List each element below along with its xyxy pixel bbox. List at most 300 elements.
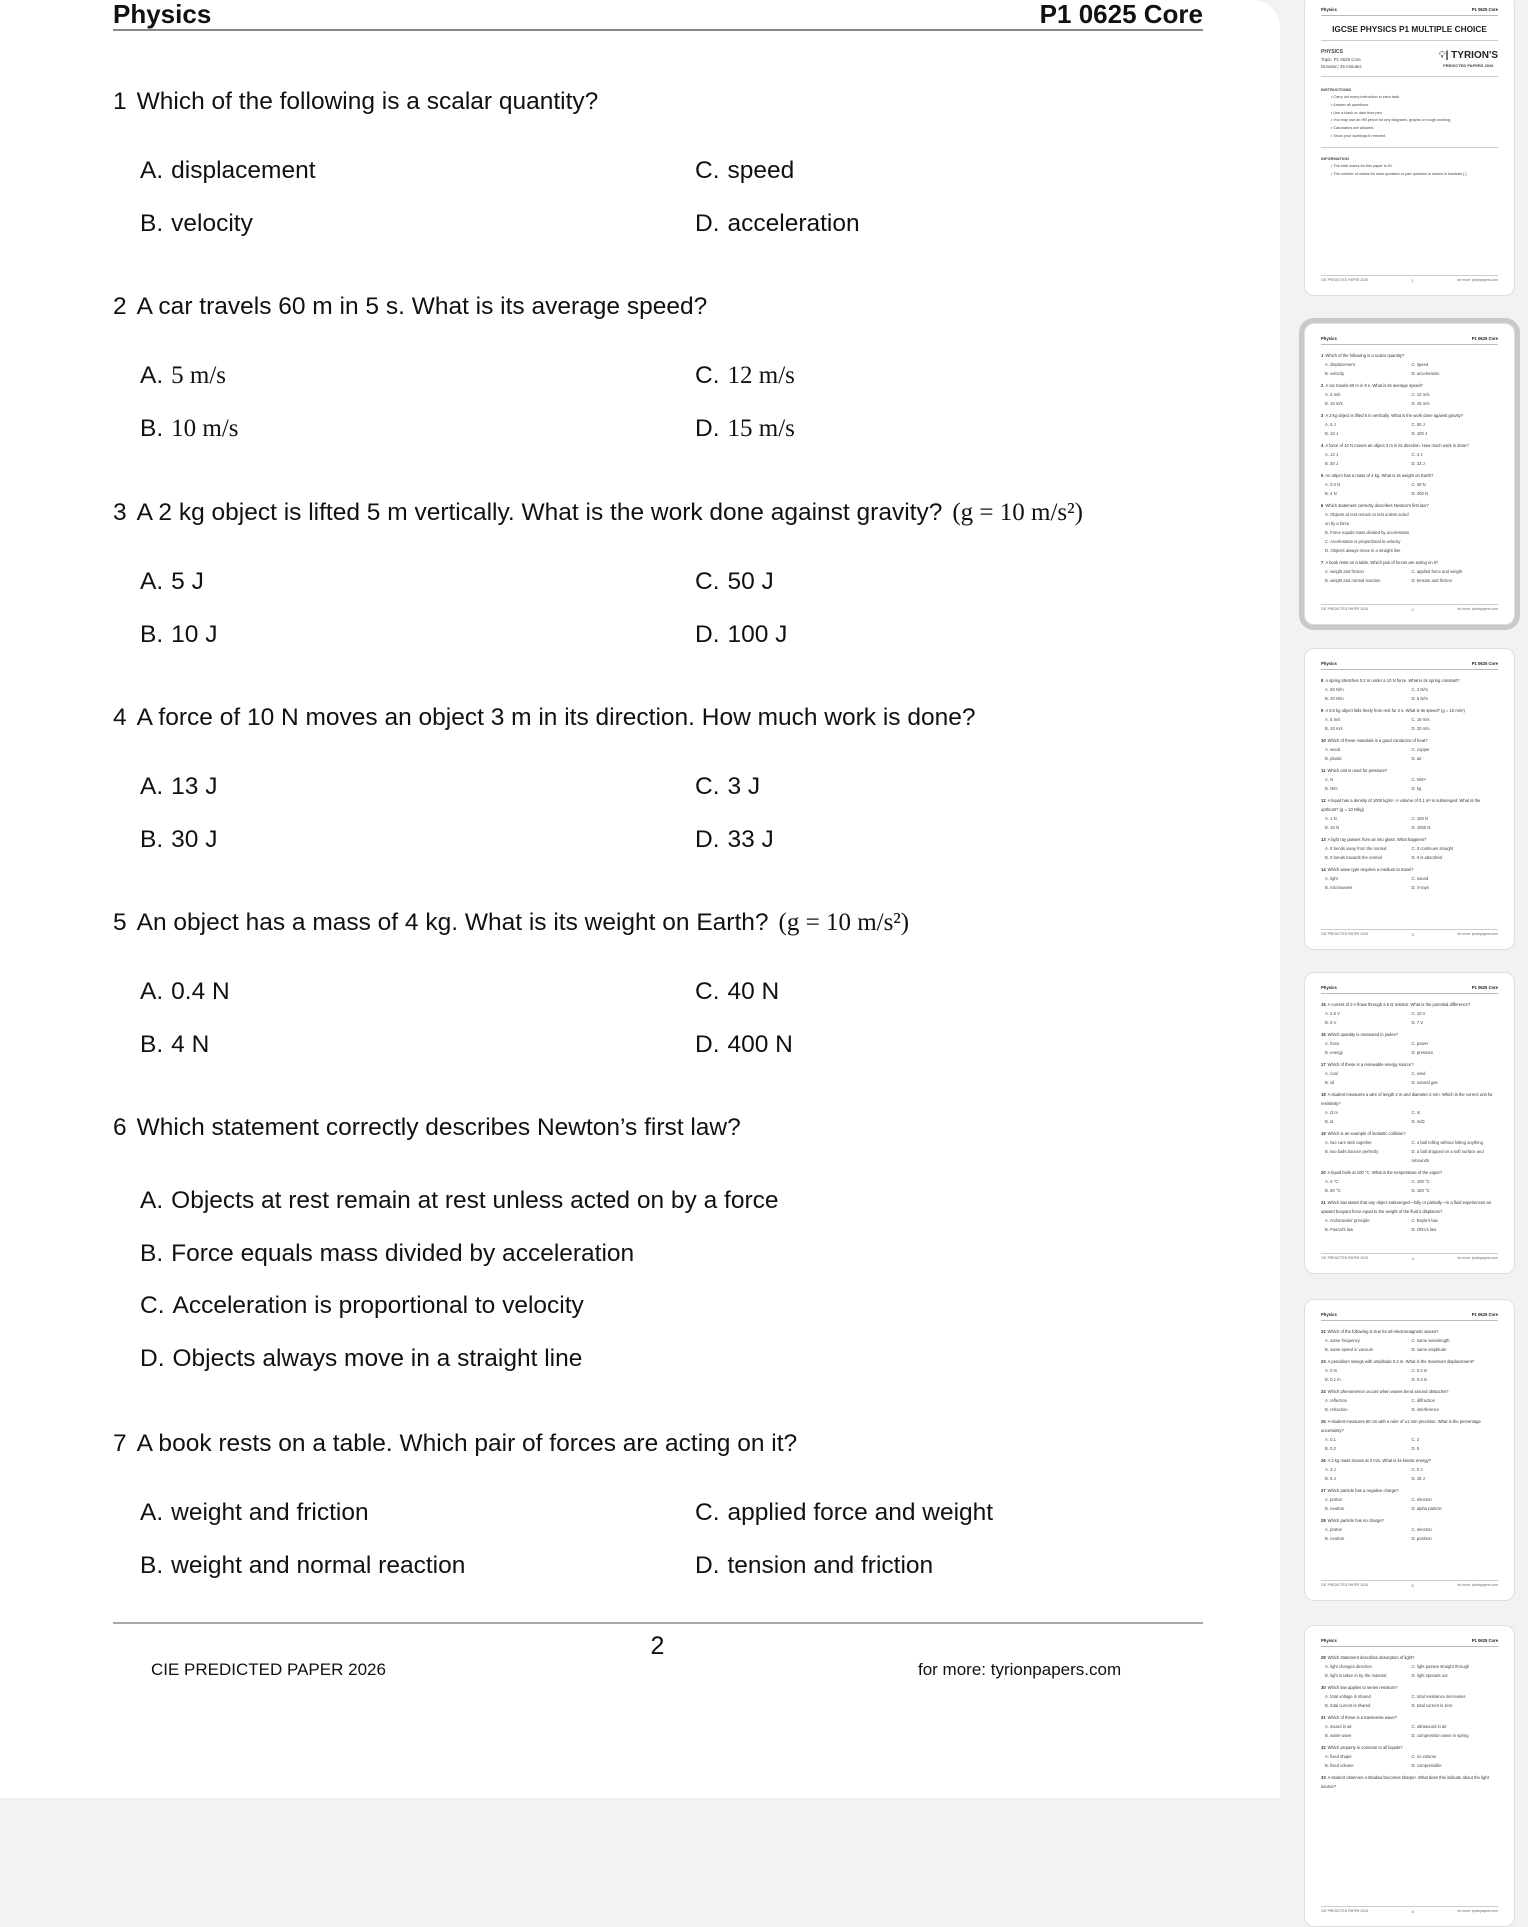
thumb-option-row <box>1321 1525 1498 1534</box>
thumb-option: C. N/m² <box>1411 777 1426 782</box>
thumb-question-text: A book rests on a table. Which pair of forces are acting on it? <box>1325 560 1439 565</box>
thumb-option: B. 6 J <box>1325 1476 1336 1481</box>
thumb-option: A. same frequency <box>1325 1338 1360 1343</box>
thumb-question-text: A 2 kg mass moves at 3 m/s. What is its kinetic energy? <box>1327 1458 1432 1463</box>
thumb-question <box>1321 1516 1498 1543</box>
thumb-question-stem <box>1321 1000 1498 1009</box>
cover-topic: Topic: P1 0625 Core <box>1321 57 1361 62</box>
thumb-option-row <box>1321 853 1498 862</box>
cover-subject: PHYSICS <box>1321 49 1343 55</box>
option-5-a[interactable] <box>140 977 230 1007</box>
thumb-question-text: A current of 2 A flows through a 5 Ω resistor. What is the potential difference? <box>1327 1002 1471 1007</box>
thumb-question-stem <box>1321 1516 1498 1525</box>
thumbnail-page-4[interactable] <box>1304 972 1515 1274</box>
option-4-a[interactable] <box>140 772 217 802</box>
thumb-question-stem <box>1321 1713 1498 1722</box>
thumb-question-number: 20 <box>1321 1170 1326 1175</box>
thumb-page-number: 2 <box>1411 607 1414 612</box>
thumb-question-number: 15 <box>1321 1002 1326 1007</box>
question-text: A force of 10 N moves an object 3 m in its direction. How much work is done? <box>136 704 976 731</box>
question-text: A book rests on a table. Which pair of forces are acting on it? <box>136 1430 798 1457</box>
option-text: displacement <box>171 157 316 184</box>
thumb-question-number: 29 <box>1321 1655 1326 1660</box>
option-6-c[interactable] <box>140 1291 584 1321</box>
thumb-header <box>1321 659 1498 670</box>
thumb-option: A. 1 N <box>1325 816 1337 821</box>
thumb-question <box>1321 1387 1498 1414</box>
thumb-question-number: 4 <box>1321 443 1324 448</box>
thumb-question-text: A force of 10 N moves an object 3 m in its direction. How much work is done? <box>1325 443 1469 448</box>
thumb-question <box>1321 1486 1498 1513</box>
thumb-question <box>1321 736 1498 763</box>
thumb-option-row <box>1321 874 1498 883</box>
thumb-option-row <box>1321 1009 1498 1018</box>
thumbnail-page-1[interactable] <box>1304 0 1515 296</box>
thumb-question <box>1321 381 1498 408</box>
thumb-option-row <box>1321 1752 1498 1761</box>
thumb-option: D. 150 °C <box>1411 1188 1430 1193</box>
thumb-question-stem <box>1321 1129 1498 1138</box>
thumb-option: D. Objects always move in a straight line <box>1325 548 1401 553</box>
thumb-option: D. acceleration <box>1411 371 1440 376</box>
thumb-option-row <box>1321 1138 1498 1147</box>
option-letter: C. <box>695 362 720 389</box>
option-letter: A. <box>140 1187 164 1214</box>
thumb-footer-left: CIE PREDICTED PAPER 2026 <box>1321 932 1368 936</box>
thumb-option-row <box>1321 369 1498 378</box>
thumb-question-number: 21 <box>1321 1200 1326 1205</box>
option-3-a[interactable] <box>140 567 204 597</box>
thumb-question-text: Which of the following is a scalar quantity? <box>1325 353 1405 358</box>
thumb-question-stem <box>1321 676 1498 685</box>
thumb-question-stem <box>1321 796 1498 814</box>
option-2-d[interactable] <box>695 414 795 444</box>
thumb-option-row <box>1321 1366 1498 1375</box>
option-letter: D. <box>695 1552 720 1579</box>
thumb-question-text: Which law states that any object submerged—fully or partially—in a fluid experiences an upward buoyant force equal to the weight of the fluid it displaces? <box>1321 1200 1492 1214</box>
thumb-question-number: 2 <box>1321 383 1324 388</box>
thumb-option: D. 20 m/s <box>1411 726 1430 731</box>
thumb-option-row <box>1321 823 1498 832</box>
thumb-option-row <box>1321 1444 1498 1453</box>
thumb-option-row <box>1321 1465 1498 1474</box>
thumb-option-row <box>1321 1662 1498 1671</box>
thumb-question-stem <box>1321 1417 1498 1435</box>
option-1-c[interactable] <box>695 156 794 186</box>
thumb-option-row <box>1321 1375 1498 1384</box>
option-5-c[interactable] <box>695 977 779 1007</box>
thumb-option: C. 15 m/s <box>1411 717 1430 722</box>
thumb-question <box>1321 1357 1498 1384</box>
thumb-option: B. 5 V <box>1325 1020 1337 1025</box>
cover-title: IGCSE PHYSICS P1 MULTIPLE CHOICE <box>1321 22 1498 41</box>
thumb-header <box>1321 334 1498 345</box>
thumbnail-page-5[interactable] <box>1304 1299 1515 1601</box>
thumb-question-stem <box>1321 441 1498 450</box>
thumb-option: B. 0.2 <box>1325 1446 1336 1451</box>
option-2-b[interactable] <box>140 414 239 444</box>
option-letter: D. <box>695 415 720 442</box>
thumb-option: A. 2.5 V <box>1325 1011 1340 1016</box>
thumb-option: A. weight and friction <box>1325 569 1364 574</box>
thumb-question-text: A student measures 50 cm with a ruler of ±1 mm precision. What is the percentage uncertainty? <box>1321 1419 1481 1433</box>
thumb-option-row <box>1321 1336 1498 1345</box>
thumb-question-stem <box>1321 351 1498 360</box>
tyrions-logo: 💡︎| TYRION'S PREDICTED PAPERS 2026 <box>1438 50 1498 68</box>
thumb-question <box>1321 1060 1498 1087</box>
thumb-footer <box>1321 275 1498 283</box>
thumb-question-text: A car travels 60 m in 5 s. What is its average speed? <box>1325 383 1423 388</box>
thumb-option: A. two cars stick together <box>1325 1140 1372 1145</box>
thumb-footer <box>1321 1906 1498 1914</box>
option-3-d[interactable] <box>695 620 787 650</box>
thumb-header-paper: P1 0625 Core <box>1471 1638 1498 1643</box>
thumb-option: A. 0.4 N <box>1325 482 1341 487</box>
thumb-option: D. 33 J <box>1411 461 1425 466</box>
thumb-option: D. pressure <box>1411 1050 1434 1055</box>
thumbnail-page-2[interactable] <box>1304 323 1515 625</box>
thumb-page-number: 4 <box>1411 1256 1414 1261</box>
thumb-question-text: A light ray passes from air into glass. What happens? <box>1327 837 1427 842</box>
thumb-option-row <box>1321 1722 1498 1731</box>
thumb-option-row <box>1321 745 1498 754</box>
option-3-c[interactable] <box>695 567 774 597</box>
thumb-option: C. wind <box>1411 1071 1426 1076</box>
thumb-option: A. 0 m <box>1325 1368 1338 1373</box>
thumb-option-row <box>1321 1117 1498 1126</box>
thumb-option: D. 5 N/m <box>1411 696 1429 701</box>
option-text: applied force and weight <box>727 1499 994 1526</box>
option-text: Objects at rest remain at rest unless acted on by a force <box>171 1187 779 1214</box>
thumb-question-stem <box>1321 501 1498 510</box>
thumb-question-number: 28 <box>1321 1518 1326 1523</box>
thumb-question-number: 12 <box>1321 798 1326 803</box>
option-3-b[interactable] <box>140 620 217 650</box>
thumb-option-row <box>1321 510 1498 528</box>
thumb-option: C. electron <box>1411 1527 1432 1532</box>
thumb-option: B. 10 J <box>1325 431 1339 436</box>
thumb-option-row <box>1321 528 1498 537</box>
footer-left: CIE PREDICTED PAPER 2026 <box>151 1660 386 1679</box>
thumb-question-text: A spring stretches 0.2 m under a 10 N force. What is its spring constant? <box>1325 678 1460 683</box>
thumb-option-row <box>1321 844 1498 853</box>
thumb-question-text: Which of these is a transverse wave? <box>1327 1715 1398 1720</box>
thumb-option: D. m/Ω <box>1411 1119 1425 1124</box>
thumb-footer <box>1321 929 1498 937</box>
thumb-question <box>1321 706 1498 733</box>
thumb-option: D. It is absorbed <box>1411 855 1442 860</box>
thumb-option-row <box>1321 1108 1498 1117</box>
thumb-header <box>1321 1636 1498 1647</box>
option-5-d[interactable] <box>695 1030 793 1060</box>
thumb-question-text: Which statement correctly describes Newton’s first law? <box>1325 503 1429 508</box>
thumb-option: D. 18 J <box>1411 1476 1425 1481</box>
thumb-option-row <box>1321 784 1498 793</box>
option-7-b[interactable] <box>140 1551 465 1581</box>
thumb-option-row <box>1321 685 1498 694</box>
option-letter: C. <box>695 157 720 184</box>
thumb-question <box>1321 1773 1498 1791</box>
thumb-page-number: 5 <box>1411 1583 1414 1588</box>
question-text: A car travels 60 m in 5 s. What is its average speed? <box>136 293 708 320</box>
thumbnail-page-3[interactable] <box>1304 648 1515 950</box>
thumb-question <box>1321 558 1498 585</box>
thumb-question-stem <box>1321 1683 1498 1692</box>
thumb-option: B. oil <box>1325 1080 1335 1085</box>
footer-right: for more: tyrionpapers.com <box>918 1660 1122 1679</box>
option-7-a[interactable] <box>140 1498 369 1528</box>
thumb-question-number: 25 <box>1321 1419 1326 1424</box>
option-1-d[interactable] <box>695 209 860 239</box>
thumb-option-row <box>1321 576 1498 585</box>
thumb-question-number: 16 <box>1321 1032 1326 1037</box>
thumb-option: D. 400 N <box>1411 491 1429 496</box>
question-7 <box>113 1429 797 1459</box>
thumb-option: C. Boyle's law <box>1411 1218 1438 1223</box>
thumb-question-stem <box>1321 411 1498 420</box>
information-item: • The total marks for this paper is 40. <box>1331 163 1393 168</box>
thumb-question-stem <box>1321 381 1498 390</box>
thumb-option: C. 0.2 m <box>1411 1368 1428 1373</box>
thumb-question-number: 27 <box>1321 1488 1326 1493</box>
question-number: 6 <box>113 1114 127 1141</box>
thumb-question-stem <box>1321 706 1498 715</box>
question-4 <box>113 703 975 733</box>
option-7-d[interactable] <box>695 1551 933 1581</box>
thumb-option-row <box>1321 1731 1498 1740</box>
thumb-option-row <box>1321 1435 1498 1444</box>
question-text: Which statement correctly describes Newton’s first law? <box>136 1114 741 1141</box>
thumb-header <box>1321 5 1498 16</box>
option-letter: D. <box>140 1344 165 1372</box>
thumb-option: B. microwaves <box>1325 885 1353 890</box>
thumb-question-text: Which of the following is true for all electromagnetic waves? <box>1327 1329 1439 1334</box>
thumb-option: A. It bends away from the normal <box>1325 846 1387 851</box>
option-text: Acceleration is proportional to velocity <box>172 1292 584 1319</box>
thumb-question-number: 24 <box>1321 1389 1326 1394</box>
thumb-option: B. neutron <box>1325 1506 1345 1511</box>
thumb-question-text: A liquid has a density of 1000 kg/m³. A volume of 0.1 m³ is submerged. What is the upthrust? (g = 10 N/kg) <box>1321 798 1481 812</box>
thumb-question <box>1321 1653 1498 1680</box>
thumb-question-number: 14 <box>1321 867 1326 872</box>
option-4-b[interactable] <box>140 825 217 855</box>
option-letter: A. <box>140 978 164 1005</box>
option-letter: B. <box>140 415 164 442</box>
thumb-option: C. 2 N/m <box>1411 687 1429 692</box>
option-letter: B. <box>140 1552 164 1579</box>
thumb-question-text: Which is an example of inelastic collision? <box>1327 1131 1406 1136</box>
thumb-option: A. Ω m <box>1325 1110 1338 1115</box>
thumb-question-number: 32 <box>1321 1745 1326 1750</box>
thumb-page-number: 1 <box>1411 278 1414 283</box>
thumb-question-number: 13 <box>1321 837 1326 842</box>
option-text: 15 m/s <box>727 415 795 442</box>
thumb-option: D. kg <box>1411 786 1422 791</box>
thumb-option-row <box>1321 360 1498 369</box>
thumb-option: C. sound <box>1411 876 1429 881</box>
thumb-option: B. same speed in vacuum <box>1325 1347 1374 1352</box>
thumb-option: B. 30 J <box>1325 461 1339 466</box>
thumb-option-row <box>1321 420 1498 429</box>
option-1-b[interactable] <box>140 209 253 239</box>
thumb-option-row <box>1321 1186 1498 1195</box>
option-6-d[interactable] <box>140 1344 582 1374</box>
thumb-option: C. diffraction <box>1411 1398 1435 1403</box>
instructions-item: • You may use an HB pencil for any diagrams, graphs or rough working. <box>1331 118 1452 123</box>
option-2-a[interactable] <box>140 361 226 391</box>
thumb-option: B. 10 m/s <box>1325 726 1343 731</box>
question-text: Which of the following is a scalar quantity? <box>136 88 599 115</box>
thumb-question-stem <box>1321 1357 1498 1366</box>
thumb-option: B. total current is shared <box>1325 1703 1371 1708</box>
thumb-question-text: A 0.5 kg object falls freely from rest for 2 s. What is its speed? (g = 10 m/s²) <box>1325 708 1465 713</box>
thumb-option: D. 7 V <box>1411 1020 1424 1025</box>
thumb-option-row <box>1321 537 1498 546</box>
thumb-option: C. 40 N <box>1411 482 1426 487</box>
thumb-question <box>1321 501 1498 555</box>
thumb-question-text: Which wave type requires a medium to travel? <box>1327 867 1414 872</box>
option-letter: D. <box>695 210 720 237</box>
brand-subtitle: PREDICTED PAPERS 2026 <box>1443 63 1494 68</box>
option-4-d[interactable] <box>695 825 774 855</box>
option-letter: C. <box>140 1292 165 1319</box>
option-letter: B. <box>140 210 164 237</box>
thumb-option: C. 12 m/s <box>1411 392 1430 397</box>
thumb-question-number: 6 <box>1321 503 1324 508</box>
thumb-question <box>1321 796 1498 832</box>
thumb-question-text: Which phenomenon occurs when waves bend around obstacles? <box>1327 1389 1449 1394</box>
thumb-question-stem <box>1321 1653 1498 1662</box>
thumb-question <box>1321 1000 1498 1027</box>
question-5 <box>113 908 909 938</box>
thumb-question-stem <box>1321 1456 1498 1465</box>
option-text: 33 J <box>727 826 774 853</box>
thumb-question-text: Which of these is a renewable energy source? <box>1327 1062 1414 1067</box>
thumb-option: B. velocity <box>1325 371 1345 376</box>
thumb-question-number: 18 <box>1321 1092 1326 1097</box>
thumb-question-number: 8 <box>1321 678 1324 683</box>
option-text: Objects always move in a straight line <box>172 1344 583 1372</box>
thumb-option: A. coal <box>1325 1071 1338 1076</box>
thumb-question-stem <box>1321 1486 1498 1495</box>
option-letter: A. <box>140 1499 164 1526</box>
option-1-a[interactable] <box>140 156 316 186</box>
thumb-option-row <box>1321 459 1498 468</box>
option-letter: A. <box>140 568 164 595</box>
thumb-option: D. tension and friction <box>1411 578 1453 583</box>
option-6-b[interactable] <box>140 1239 634 1269</box>
thumb-header-paper: P1 0625 Core <box>1471 661 1498 666</box>
thumb-option: B. Pascal's law <box>1325 1227 1354 1232</box>
thumb-option: A. 0.1 <box>1325 1437 1336 1442</box>
thumb-option: A. sound in air <box>1325 1724 1352 1729</box>
option-text: velocity <box>171 210 253 237</box>
thumb-question-text: A liquid boils at 100 °C. What is the temperature of the vapor? <box>1327 1170 1443 1175</box>
option-5-b[interactable] <box>140 1030 209 1060</box>
thumb-header-subject: Physics <box>1321 1312 1337 1317</box>
thumb-question-number: 22 <box>1321 1329 1326 1334</box>
information-list <box>1321 163 1498 179</box>
thumb-page-number: 3 <box>1411 932 1414 937</box>
thumb-option-row <box>1321 1345 1498 1354</box>
thumb-question-stem <box>1321 1060 1498 1069</box>
thumbnail-page-6[interactable] <box>1304 1625 1515 1927</box>
thumb-footer-right: for more: tyrionpapers.com <box>1457 1583 1498 1587</box>
thumb-question <box>1321 1030 1498 1057</box>
thumb-question-stem <box>1321 766 1498 775</box>
thumb-option: C. 50 J <box>1411 422 1425 427</box>
option-text: 10 J <box>171 621 218 648</box>
question-number: 5 <box>113 909 127 936</box>
thumb-question <box>1321 1456 1498 1483</box>
thumb-question-text: Which particle has a negative charge? <box>1327 1488 1399 1493</box>
thumb-option: D. air <box>1411 756 1422 761</box>
thumb-option-row <box>1321 567 1498 576</box>
thumb-option: D. 100 J <box>1411 431 1428 436</box>
thumb-footer-right: for more: tyrionpapers.com <box>1457 1909 1498 1913</box>
thumb-option: C. a ball rolling without hitting anything <box>1411 1140 1483 1145</box>
option-letter: C. <box>695 773 720 800</box>
thumb-question <box>1321 835 1498 862</box>
information-item: • The number of marks for each question or part question is shown in brackets [ ]. <box>1331 171 1468 176</box>
thumb-option: A. 3 J <box>1325 1467 1336 1472</box>
thumb-option: B. two balls bounce perfectly <box>1325 1149 1379 1154</box>
option-letter: D. <box>695 826 720 853</box>
thumb-question <box>1321 1713 1498 1740</box>
thumb-question-stem <box>1321 1168 1498 1177</box>
cover-details <box>1321 49 1498 77</box>
thumb-question-number: 19 <box>1321 1131 1326 1136</box>
option-6-a[interactable] <box>140 1186 779 1216</box>
thumb-question-stem <box>1321 1327 1498 1336</box>
option-7-c[interactable] <box>695 1498 993 1528</box>
thumb-option: A. 50 N/m <box>1325 687 1344 692</box>
thumb-option: D. 1000 N <box>1411 825 1431 830</box>
thumb-question-number: 10 <box>1321 738 1326 743</box>
thumb-option-row <box>1321 694 1498 703</box>
option-letter: B. <box>140 1031 164 1058</box>
thumb-footer <box>1321 1580 1498 1588</box>
question-number: 3 <box>113 499 127 526</box>
header-paper-code: P1 0625 Core <box>1039 0 1203 29</box>
thumb-option: A. 5 m/s <box>1325 717 1341 722</box>
thumb-question <box>1321 471 1498 498</box>
thumb-option-row <box>1321 883 1498 892</box>
option-2-c[interactable] <box>695 361 795 391</box>
thumb-option-row <box>1321 1069 1498 1078</box>
thumb-option-row <box>1321 754 1498 763</box>
thumb-option: B. weight and normal reaction <box>1325 578 1381 583</box>
option-text: 50 J <box>727 568 774 595</box>
thumb-option: D. alpha particle <box>1411 1506 1442 1511</box>
thumb-option: A. 0 °C <box>1325 1179 1339 1184</box>
option-4-c[interactable] <box>695 772 760 802</box>
thumb-option: B. 0.1 m <box>1325 1377 1341 1382</box>
thumb-option: A. displacement <box>1325 362 1355 367</box>
thumb-option: D. Ohm's law <box>1411 1227 1437 1232</box>
option-text: 5 J <box>171 568 204 595</box>
thumb-option: A. reflection <box>1325 1398 1348 1403</box>
thumb-question-text: A pendulum swings with amplitude 0.2 m. What is the maximum displacement? <box>1327 1359 1475 1364</box>
option-text: tension and friction <box>727 1552 934 1579</box>
thumb-header-paper: P1 0625 Core <box>1471 7 1498 12</box>
thumb-option: C. 3 J <box>1411 452 1423 457</box>
thumb-option: A. total voltage is shared <box>1325 1694 1371 1699</box>
thumb-question-number: 26 <box>1321 1458 1326 1463</box>
thumb-question-stem <box>1321 1773 1498 1791</box>
thumb-question-stem <box>1321 865 1498 874</box>
footer-divider <box>113 1622 1203 1624</box>
